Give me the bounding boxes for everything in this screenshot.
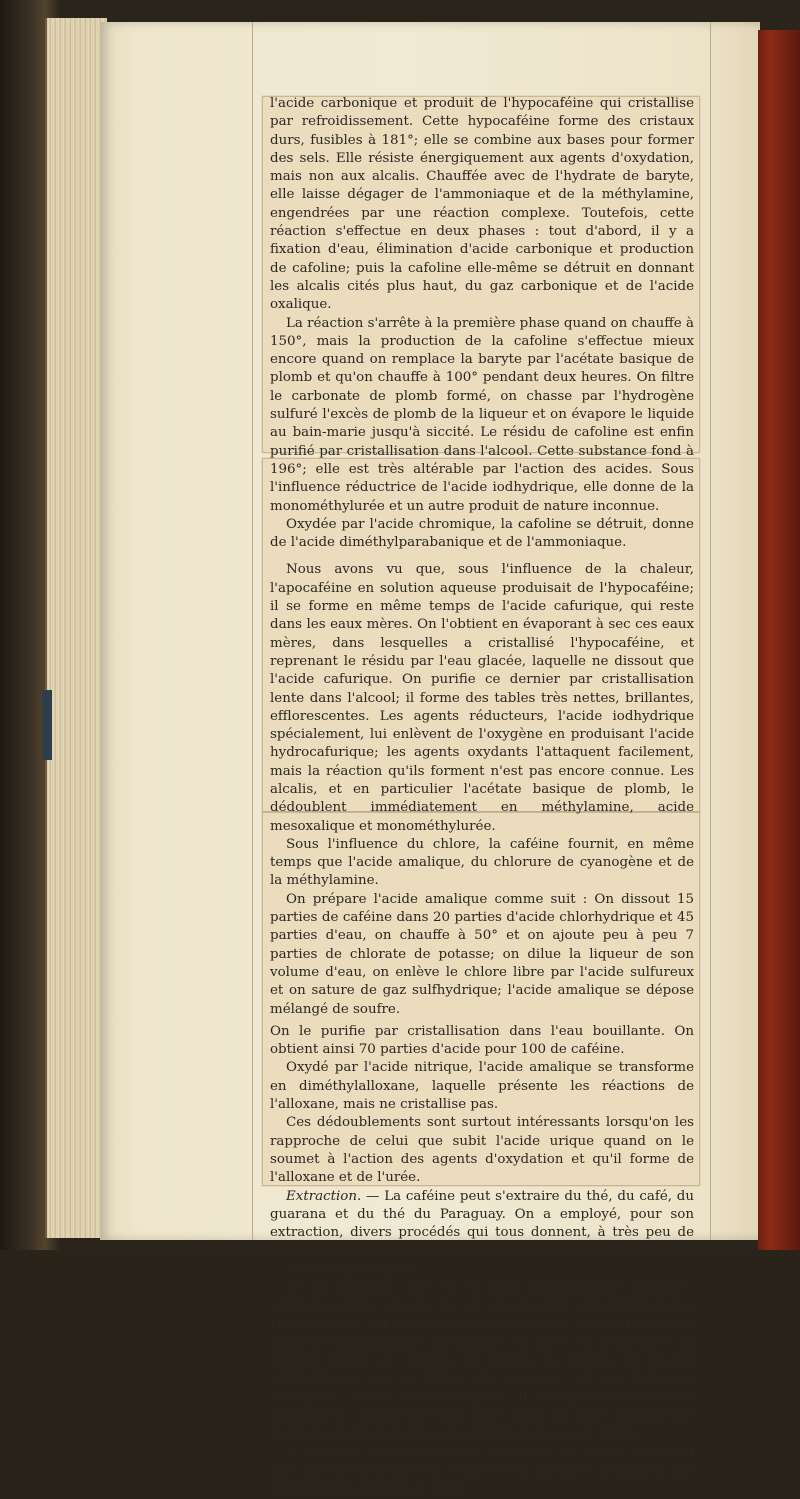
paragraph: 1° Le premier, qui est le plus généralement employé, consiste à faire, avec le thé ou avec le café, une infusion que l'on précipite par le sous-acétate de plomb; on ajoute ensuite un peu d'ammoniaque au liquide, on filtre, on débarrasse la liqueur filtrée de l'excès de plomb au moyen de l'acide sulfhydrique, on la filtre de nouveau et on l'évapore lentement. Par le refroidissement, il se dépose d'abondants cristaux de caféine presque pure dont on peut obtenir une nouvelle quantité par la concentration des eaux mères; <box>270 1280 694 1442</box>
paragraph: La réaction s'arrête à la première phase quand on chauffe à 150°, mais la production de la cafoline s'effectue mieux encore quand on remplace la baryte par l'acétate basique de plomb et qu'on chauffe à 100° pendant deux heures. On filtre le carbonate de plomb formé, on chasse par l'hydrogène sulfuré l'excès de plomb de la liqueur et on évapore le liquide au bain-marie jusqu'à siccité. Le résidu de cafoline est enfin purifié par cristallisation dans l'alcool. Cette substance fond à 196°; elle est très altérable par l'action des acides. Sous l'influence réductrice de l'acide iodhydrique, elle donne de la monométhylurée et un autre produit de nature inconnue. <box>270 315 694 514</box>
paragraph: Ces dédoublements sont surtout intéressants lorsqu'on les rapproche de celui que subit l'acide urique quand on le soumet à l'action des agents d'oxydation et qu'il forme de l'alloxane et de l'urée. <box>270 1115 694 1186</box>
paragraph: On prépare l'acide amalique comme suit : On dissout 15 parties de caféine dans 20 parties d'acide chlorhydrique et 45 parties d'eau, on chauffe à 50° et on ajoute peu à peu 7 parties de chlorate de potasse; on dilue la liqueur de son volume d'eau, on enlève le chlore libre par l'acide sulfureux et on sature de gaz sulfhydrique; l'acide amalique se dépose mélangé de soufre. <box>270 891 694 1017</box>
paragraph: Voici les principaux : <box>286 1261 428 1277</box>
page-stack-edge <box>45 18 107 1238</box>
paragraph: On le purifie par cristallisation dans l'eau bouillante. On obtient ainsi 70 parties d'acide pour 100 de caféine. <box>270 1023 694 1058</box>
paragraph: Sous l'influence du chlore, la caféine fournit, en même temps que l'acide amalique, du chlorure de cyanogène et de la méthylamine. <box>270 836 694 889</box>
paragraph: 2° Dans le procédé suivant, on sature les acides libres du café par du carbonate de soude et on précipite la liqueur par une infusion de noix de galle; <box>270 1444 694 1497</box>
paragraph-text: — La caféine peut s'extraire du thé, du café, du guarana et du thé du Paraguay. On a employé, pour son extraction, divers procédés qui tous donnent, à très peu de chose près, la même quantité d'alcaloïde. <box>270 1188 694 1259</box>
right-margin-rule <box>710 22 711 1240</box>
body-text <box>270 95 694 1499</box>
left-margin-rule <box>252 22 253 1240</box>
paragraph: l'acide carbonique et produit de l'hypocaféine qui cristallise par refroidissement. Cette hypocaféine forme des cristaux durs, fusibles à 181°; elle se combine aux bases pour former des sels. Elle résiste énergiquement aux agents d'oxydation, mais non aux alcalis. Chauffée avec de l'hydrate de baryte, elle laisse dégager de l'ammoniaque et de la méthylamine, engendrées par une réaction complexe. Toutefois, cette réaction s'effectue en deux phases : tout d'abord, il y a fixation d'eau, élimination d'acide carbonique et production de cafoline; puis la cafoline elle-même se détruit en donnant les alcalis cités plus haut, du gaz carbonique et de l'acide oxalique. <box>270 96 694 313</box>
extraction-heading: Extraction. <box>286 1188 362 1204</box>
paragraph: Nous avons vu que, sous l'influence de la chaleur, l'apocaféine en solution aqueuse produisait de l'hypocaféine; il se forme en même temps de l'acide cafurique, qui reste dans les eaux mères. On l'obtient en évaporant à sec ces eaux mères, dans lesquelles a cristallisé l'hypocaféine, et reprenant le résidu par l'eau glacée, laquelle ne dissout que l'acide cafurique. On purifie ce dernier par cristallisation lente dans l'alcool; il forme des tables très nettes, brillantes, efflorescentes. Les agents réducteurs, l'acide iodhydrique spécialement, lui enlèvent de l'oxygène en produisant l'acide hydrocafurique; les agents oxydants l'attaquent facilement, mais la réaction qu'ils forment n'est pas encore connue. Les alcalis, et en particulier l'acétate basique de plomb, le dédoublent immédiatement en méthylamine, acide mesoxalique et monométhylurée. <box>270 562 694 834</box>
paragraph: Oxydé par l'acide nitrique, l'acide amalique se transforme en diméthylalloxane, laquelle présente les réactions de l'alloxane, mais ne cristallise pas. <box>270 1060 694 1113</box>
book-cover-edge <box>758 30 800 1250</box>
paragraph: Oxydée par l'acide chromique, la cafoline se détruit, donne de l'acide diméthylparabanique et de l'ammoniaque. <box>270 516 694 551</box>
binding-tab <box>42 690 52 760</box>
